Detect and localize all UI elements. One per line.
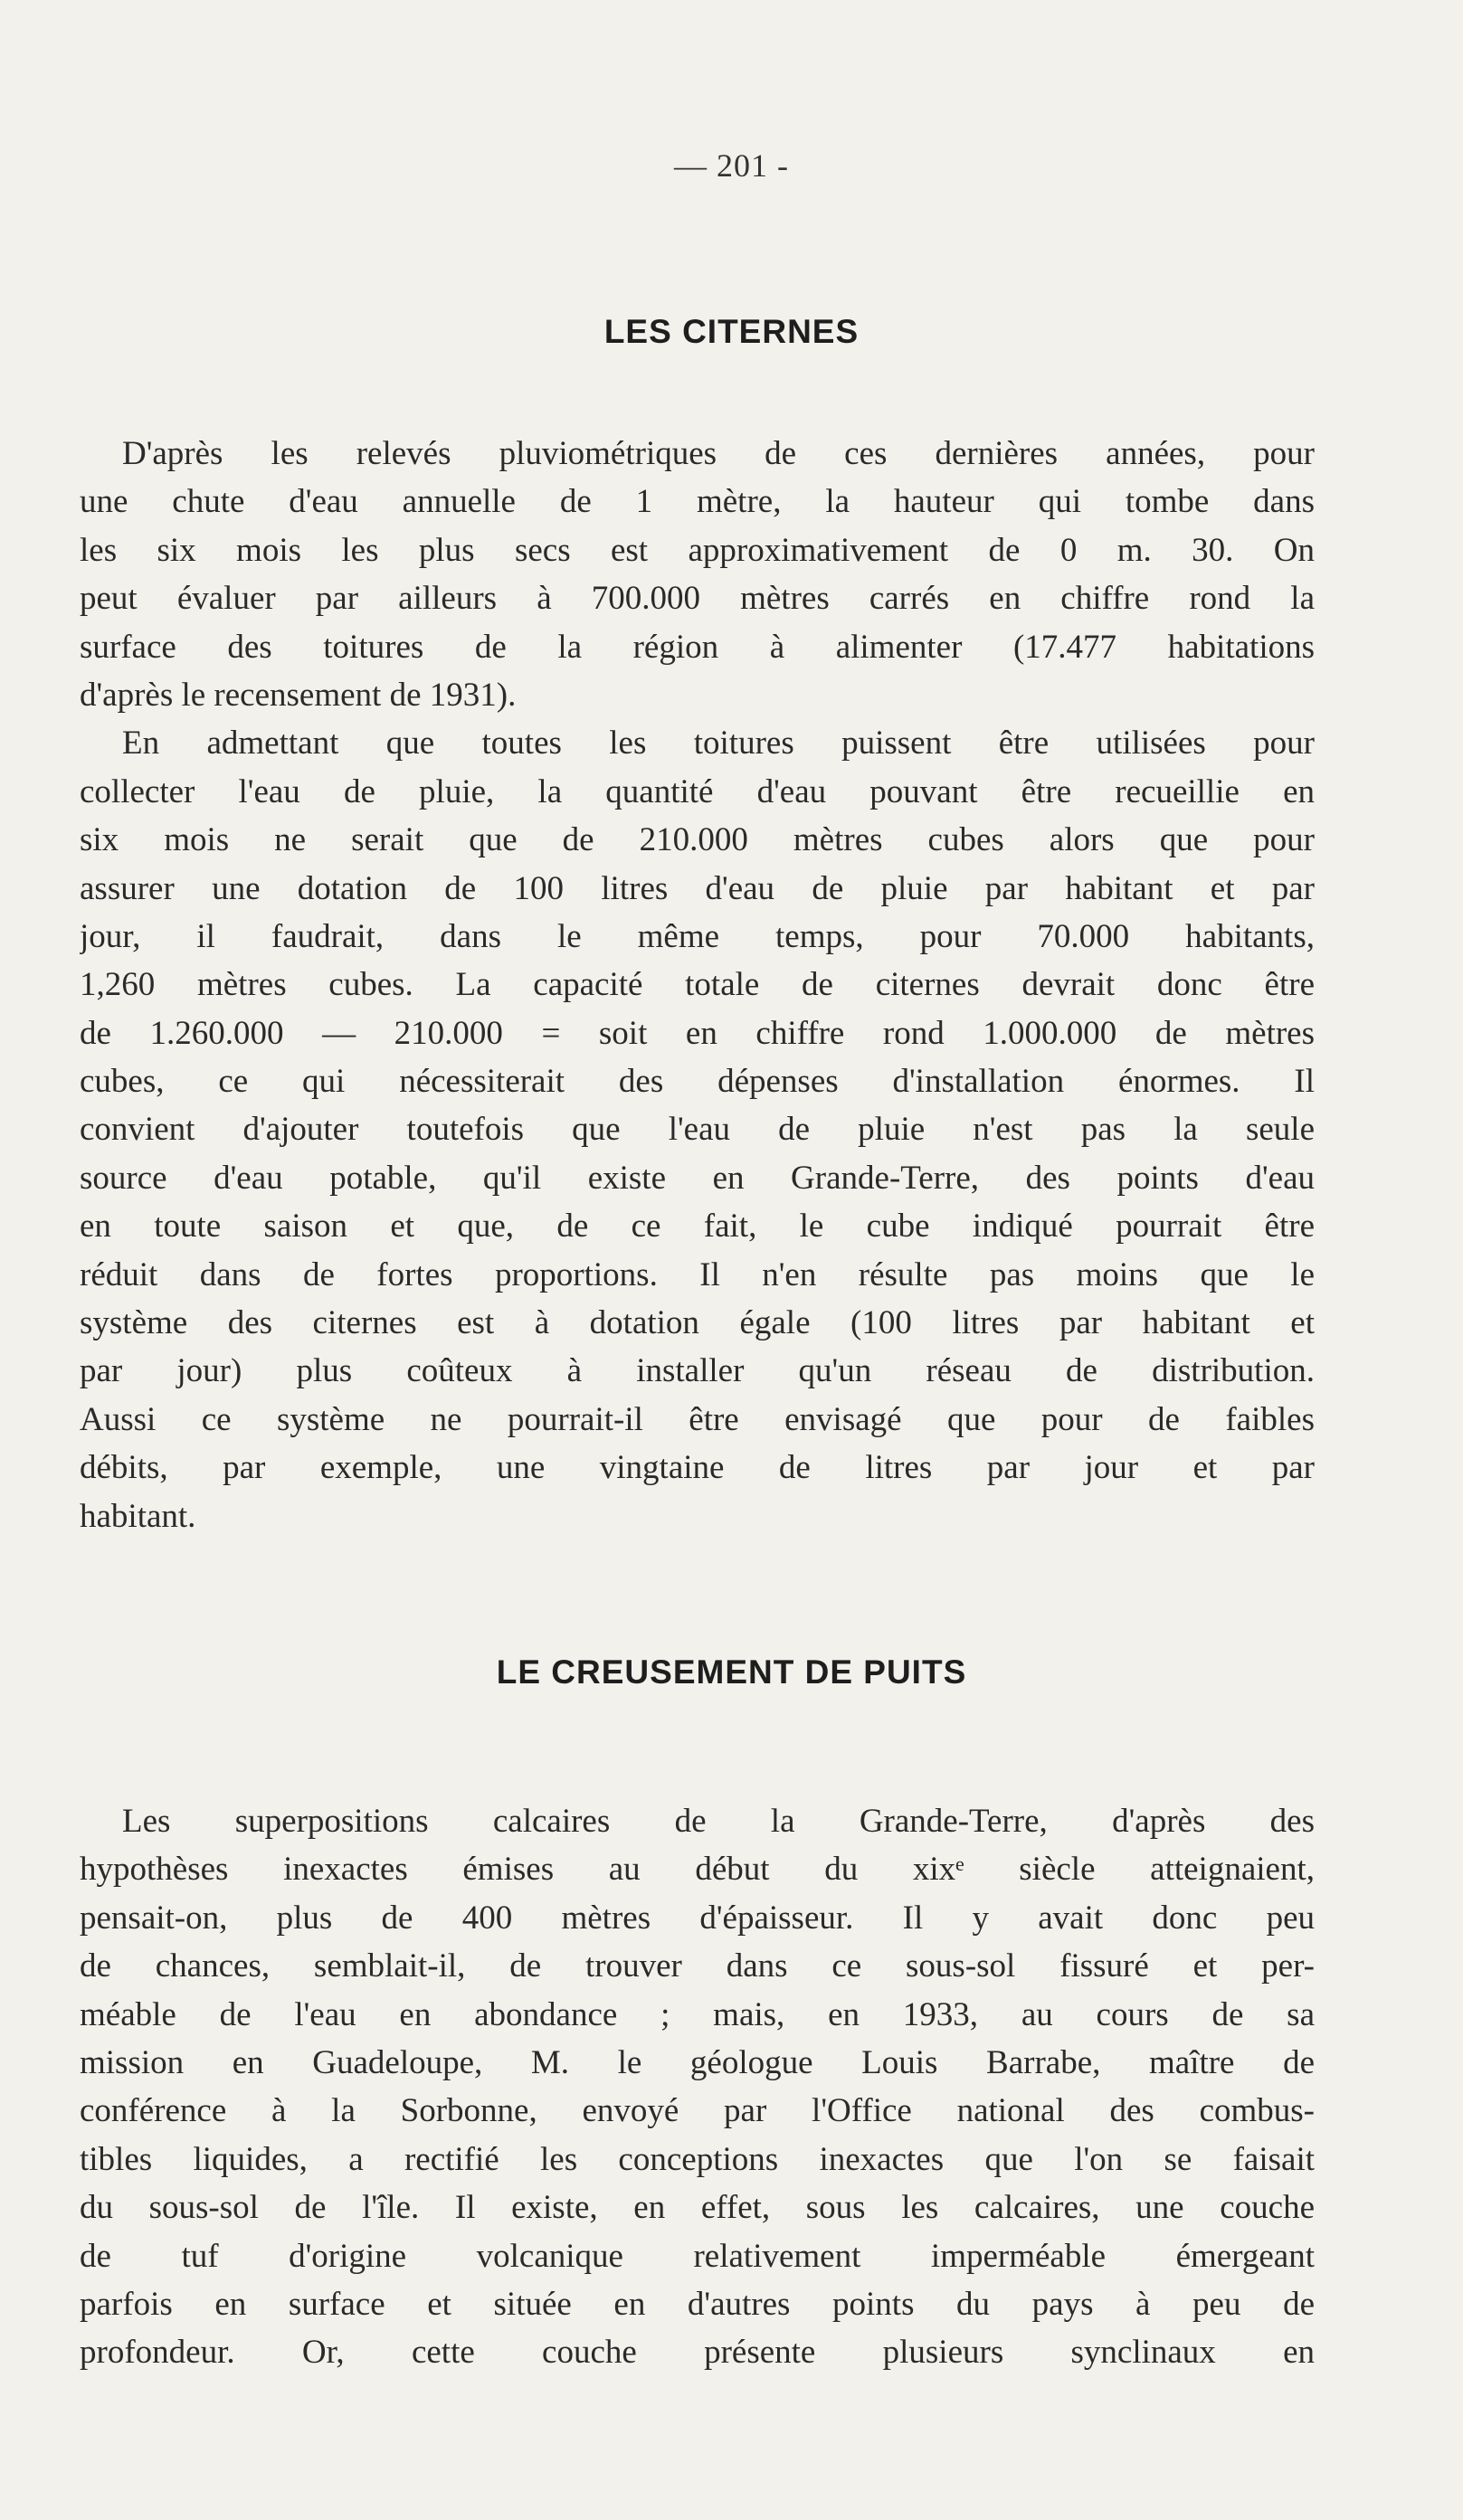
text-line: collecter l'eau de pluie, la quantité d'eau pouvant être recueillie en xyxy=(80,772,1315,810)
text-line: peut évaluer par ailleurs à 700.000 mètres carrés en chiffre rond la xyxy=(80,580,1315,618)
text-line: hypothèses inexactes émises au début du xixᵉ siècle atteignaient, xyxy=(80,1851,1315,1889)
section-title-citernes: LES CITERNES xyxy=(603,313,860,350)
text-line: parfois en surface et située en d'autres points du pays à peu de xyxy=(80,2285,1315,2323)
text-line: conférence à la Sorbonne, envoyé par l'Office national des combus- xyxy=(80,2092,1315,2130)
text-line: en toute saison et que, de ce fait, le cube indiqué pourrait être xyxy=(80,1208,1315,1246)
text-line: mission en Guadeloupe, M. le géologue Louis Barrabe, maître de xyxy=(80,2043,1315,2081)
section-body-citernes xyxy=(80,430,1315,1540)
text-line: En admettant que toutes les toitures puissent être utilisées pour xyxy=(122,725,1315,763)
text-line: six mois ne serait que de 210.000 mètres cubes alors que pour xyxy=(80,821,1315,859)
text-line: les six mois les plus secs est approximativement de 0 m. 30. On xyxy=(80,531,1315,569)
text-line: 1,260 mètres cubes. La capacité totale de citernes devrait donc être xyxy=(80,966,1315,1004)
text-line: débits, par exemple, une vingtaine de litres par jour et par xyxy=(80,1449,1315,1487)
text-line: du sous-sol de l'île. Il existe, en effet, sous les calcaires, une couche xyxy=(80,2189,1315,2227)
text-line: habitant. xyxy=(80,1497,196,1535)
section-body-creusement-de-puits xyxy=(80,1797,1315,2377)
text-line: Les superpositions calcaires de la Grande-Terre, d'après des xyxy=(122,1803,1315,1840)
text-line: de tuf d'origine volcanique relativement imperméable émergeant xyxy=(80,2237,1315,2275)
text-line: source d'eau potable, qu'il existe en Grande-Terre, des points d'eau xyxy=(80,1159,1315,1197)
text-line: de chances, semblait-il, de trouver dans ce sous-sol fissuré et per- xyxy=(80,1947,1315,1985)
text-line: pensait-on, plus de 400 mètres d'épaisseur. Il y avait donc peu xyxy=(80,1899,1315,1937)
text-line: Aussi ce système ne pourrait-il être envisagé que pour de faibles xyxy=(80,1400,1315,1438)
text-line: système des citernes est à dotation égale (100 litres par habitant et xyxy=(80,1304,1315,1342)
text-line: tibles liquides, a rectifié les conceptions inexactes que l'on se faisait xyxy=(80,2140,1315,2178)
text-line: surface des toitures de la région à alimenter (17.477 habitations xyxy=(80,628,1315,666)
text-line: de 1.260.000 — 210.000 = soit en chiffre rond 1.000.000 de mètres xyxy=(80,1014,1315,1052)
text-line: par jour) plus coûteux à installer qu'un réseau de distribution. xyxy=(80,1352,1315,1390)
page-number: — 201 - xyxy=(674,147,789,184)
text-line: une chute d'eau annuelle de 1 mètre, la hauteur qui tombe dans xyxy=(80,483,1315,521)
text-line: assurer une dotation de 100 litres d'eau de pluie par habitant et par xyxy=(80,869,1315,907)
text-line: réduit dans de fortes proportions. Il n'en résulte pas moins que le xyxy=(80,1255,1315,1293)
text-line: jour, il faudrait, dans le même temps, pour 70.000 habitants, xyxy=(80,917,1315,955)
text-line: d'après le recensement de 1931). xyxy=(80,676,517,714)
text-line: profondeur. Or, cette couche présente plusieurs synclinaux en xyxy=(80,2334,1315,2372)
text-line: méable de l'eau en abondance ; mais, en 1933, au cours de sa xyxy=(80,1995,1315,2033)
text-line: convient d'ajouter toutefois que l'eau de pluie n'est pas la seule xyxy=(80,1111,1315,1149)
section-title-creusement-de-puits: LE CREUSEMENT DE PUITS xyxy=(496,1653,967,1691)
text-line: cubes, ce qui nécessiterait des dépenses d'installation énormes. Il xyxy=(80,1063,1315,1101)
text-line: D'après les relevés pluviométriques de ces dernières années, pour xyxy=(122,435,1315,472)
